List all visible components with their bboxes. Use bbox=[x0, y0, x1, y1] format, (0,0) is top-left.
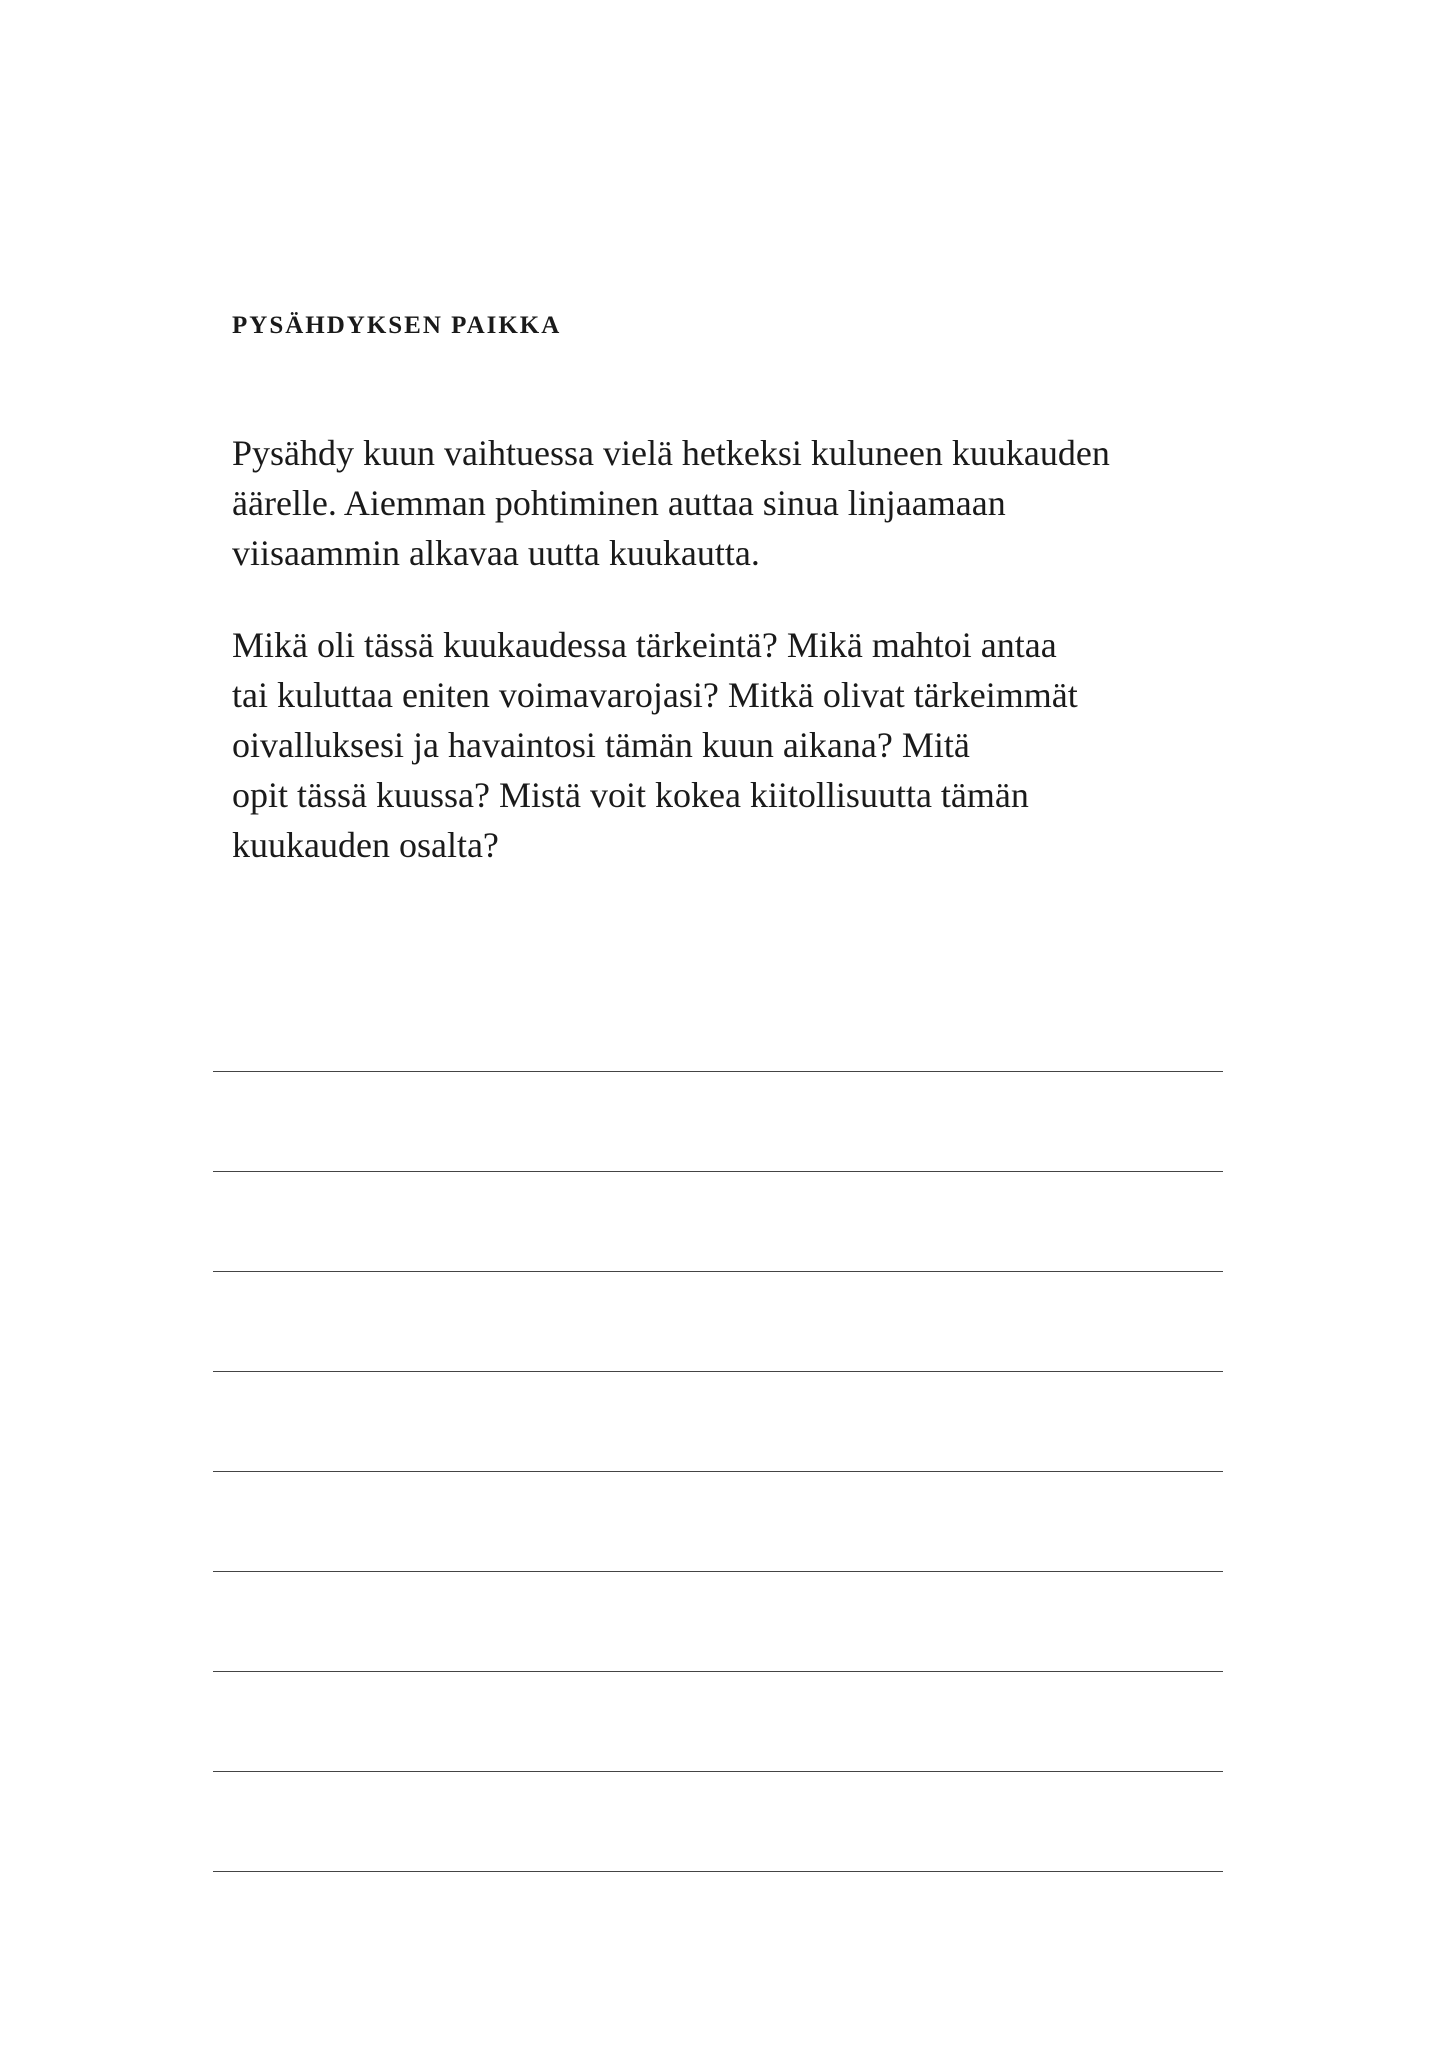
question-line: Mikä oli tässä kuukaudessa tärkeintä? Mikä mahtoi antaa bbox=[232, 625, 1057, 665]
writing-line[interactable] bbox=[213, 1871, 1223, 1872]
intro-line: viisaammin alkavaa uutta kuukautta. bbox=[232, 533, 760, 573]
intro-line: Pysähdy kuun vaihtuessa vielä hetkeksi kuluneen kuukauden bbox=[232, 433, 1110, 473]
question-line: tai kuluttaa eniten voimavarojasi? Mitkä olivat tärkeimmät bbox=[232, 675, 1078, 715]
writing-lines-area[interactable] bbox=[213, 1071, 1223, 1971]
writing-line[interactable] bbox=[213, 1271, 1223, 1272]
questions-paragraph bbox=[232, 620, 1078, 870]
writing-line[interactable] bbox=[213, 1171, 1223, 1172]
question-line: opit tässä kuussa? Mistä voit kokea kiitollisuutta tämän bbox=[232, 775, 1029, 815]
question-line: oivalluksesi ja havaintosi tämän kuun aikana? Mitä bbox=[232, 725, 970, 765]
writing-line[interactable] bbox=[213, 1071, 1223, 1072]
writing-line[interactable] bbox=[213, 1471, 1223, 1472]
intro-line: äärelle. Aiemman pohtiminen auttaa sinua linjaamaan bbox=[232, 483, 1006, 523]
section-heading: PYSÄHDYKSEN PAIKKA bbox=[232, 312, 562, 339]
intro-paragraph bbox=[232, 428, 1110, 578]
writing-line[interactable] bbox=[213, 1671, 1223, 1672]
writing-line[interactable] bbox=[213, 1571, 1223, 1572]
writing-line[interactable] bbox=[213, 1371, 1223, 1372]
writing-line[interactable] bbox=[213, 1771, 1223, 1772]
question-line: kuukauden osalta? bbox=[232, 825, 499, 865]
